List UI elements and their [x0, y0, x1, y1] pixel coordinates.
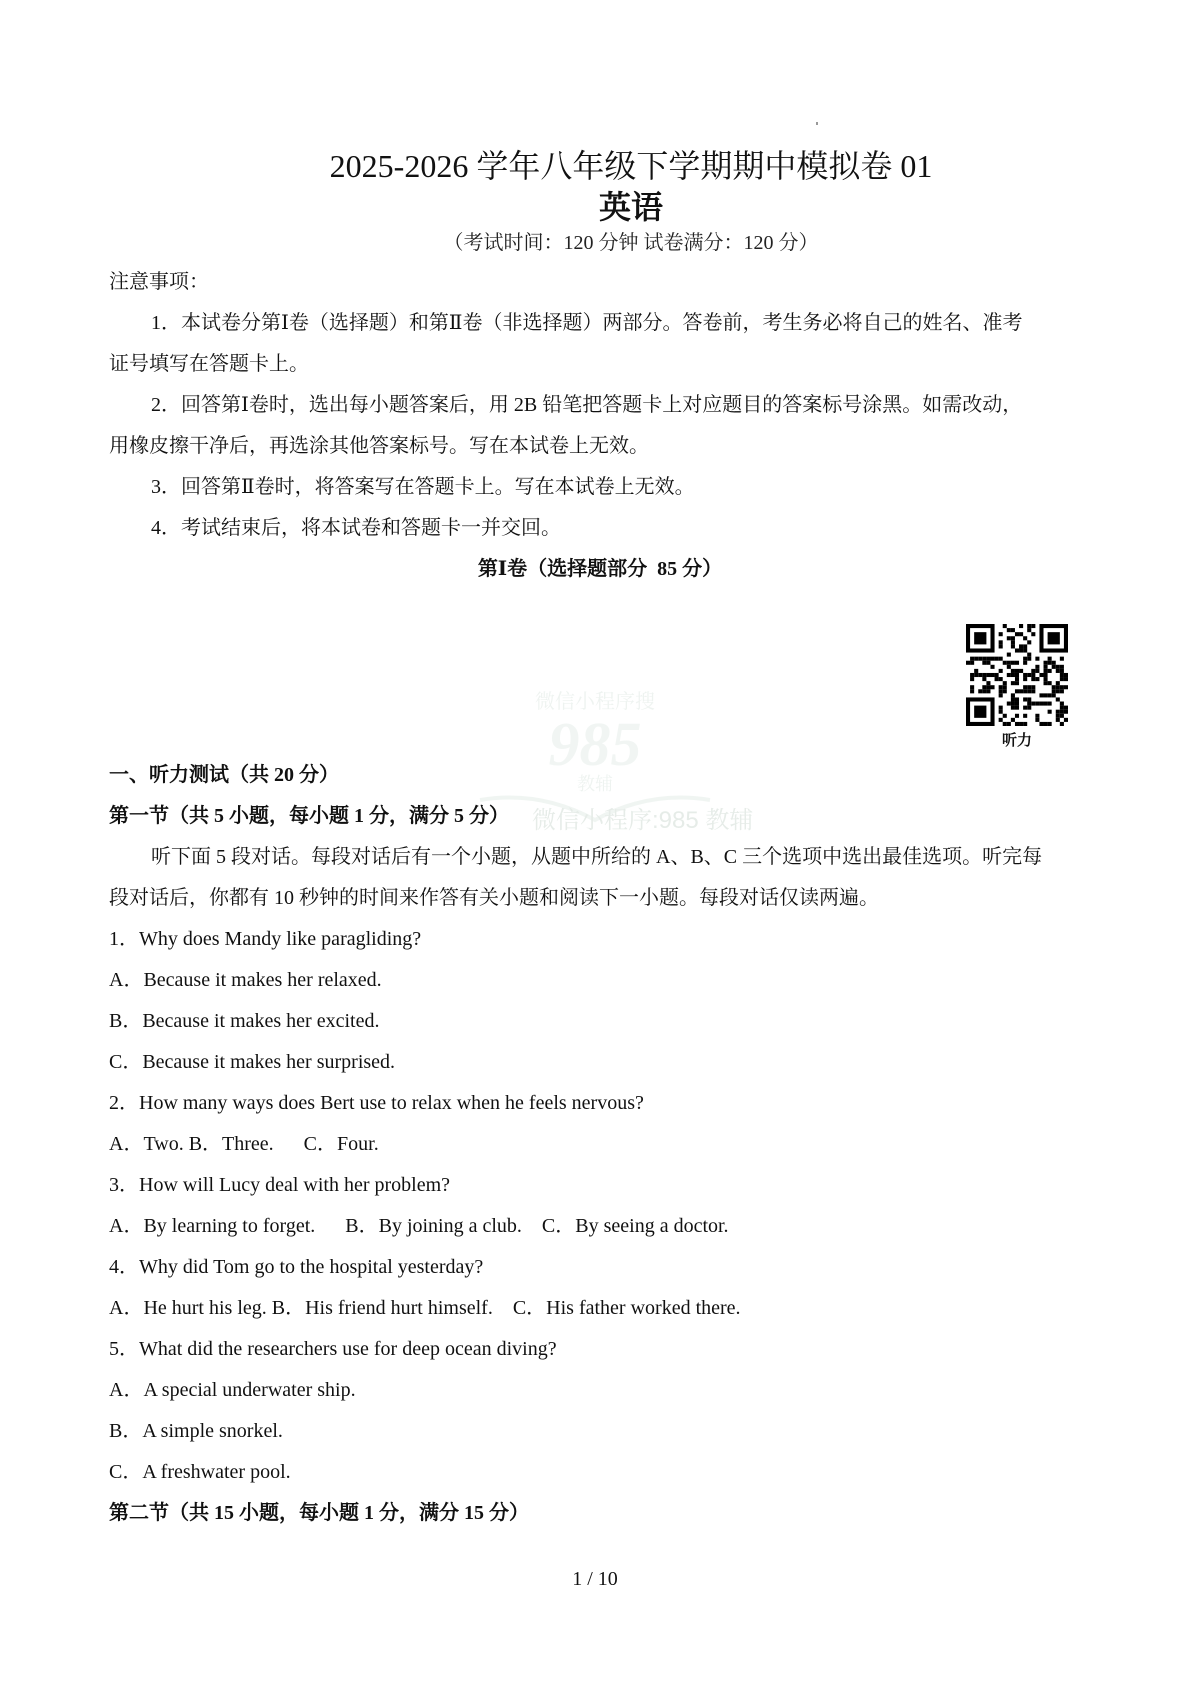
- question-stem: 5．What did the researchers use for deep ocean diving?: [109, 1338, 557, 1360]
- note-line: 1．本试卷分第Ⅰ卷（选择题）和第Ⅱ卷（非选择题）两部分。答卷前，考生务必将自己的姓名、准考: [151, 312, 1023, 334]
- answer-option: B．A simple snorkel.: [109, 1420, 283, 1442]
- answer-option: C．A freshwater pool.: [109, 1461, 291, 1483]
- note-line: 证号填写在答题卡上。: [109, 353, 309, 375]
- answer-option: C．Because it makes her surprised.: [109, 1051, 396, 1073]
- qr-code-icon[interactable]: [966, 624, 1068, 726]
- exam-title: 2025-2026 学年八年级下学期期中模拟卷 01: [329, 148, 933, 184]
- listening-heading: 一、听力测试（共 20 分）: [109, 764, 339, 786]
- note-line: 用橡皮擦干净后，再选涂其他答案标号。写在本试卷上无效。: [109, 435, 649, 457]
- qr-label: 听力: [1001, 733, 1032, 749]
- note-line: 4．考试结束后，将本试卷和答题卡一并交回。: [151, 517, 561, 539]
- question-stem: 2．How many ways does Bert use to relax when he feels nervous?: [109, 1092, 644, 1114]
- notes-heading: 注意事项：: [109, 271, 209, 293]
- listening-section: [109, 755, 1091, 1534]
- subject-title: 英语: [598, 188, 663, 226]
- page-number: 1 / 10: [572, 1568, 618, 1590]
- notes-section: [109, 262, 1091, 590]
- note-line: 3．回答第Ⅱ卷时，将答案写在答题卡上。写在本试卷上无效。: [151, 476, 695, 498]
- answer-option: A．He hurt his leg. B．His friend hurt himself. C．His father worked there.: [109, 1297, 741, 1319]
- exam-info: （考试时间：120 分钟 试卷满分：120 分）: [443, 232, 819, 254]
- answer-option: B．Because it makes her excited.: [109, 1010, 380, 1032]
- section1-heading: 第一节（共 5 小题，每小题 1 分，满分 5 分）: [109, 805, 509, 827]
- watermark-number: 985: [548, 711, 642, 779]
- watermark-bottom-text: 教辅: [577, 774, 613, 795]
- note-line: 2．回答第Ⅰ卷时，选出每小题答案后，用 2B 铅笔把答题卡上对应题目的答案标号涂黑。如需改动，: [151, 394, 1023, 416]
- answer-option: A．By learning to forget. B．By joining a club. C．By seeing a doctor.: [109, 1215, 729, 1237]
- answer-option: A．Because it makes her relaxed.: [109, 969, 382, 991]
- question-stem: 3．How will Lucy deal with her problem?: [109, 1174, 451, 1196]
- question-stem: 4．Why did Tom go to the hospital yesterday?: [109, 1256, 484, 1278]
- answer-option: A．Two. B．Three. C．Four.: [109, 1133, 379, 1155]
- watermark-top-text: 微信小程序搜: [535, 689, 655, 713]
- watermark-caption: 微信小程序:985 教辅: [532, 807, 754, 834]
- instruction-line: 段对话后，你都有 10 秒钟的时间来作答有关小题和阅读下一小题。每段对话仅读两遍。: [109, 887, 879, 909]
- answer-option: A．A special underwater ship.: [109, 1379, 356, 1401]
- question-stem: 1．Why does Mandy like paragliding?: [109, 928, 422, 950]
- instruction-line: 听下面 5 段对话。每段对话后有一个小题，从题中所给的 A、B、C 三个选项中选出最佳选项。听完每: [151, 846, 1043, 868]
- part-heading: 第Ⅰ卷（选择题部分 85 分）: [477, 558, 723, 580]
- stray-mark: [816, 122, 818, 125]
- section2-heading: 第二节（共 15 小题，每小题 1 分，满分 15 分）: [109, 1502, 529, 1524]
